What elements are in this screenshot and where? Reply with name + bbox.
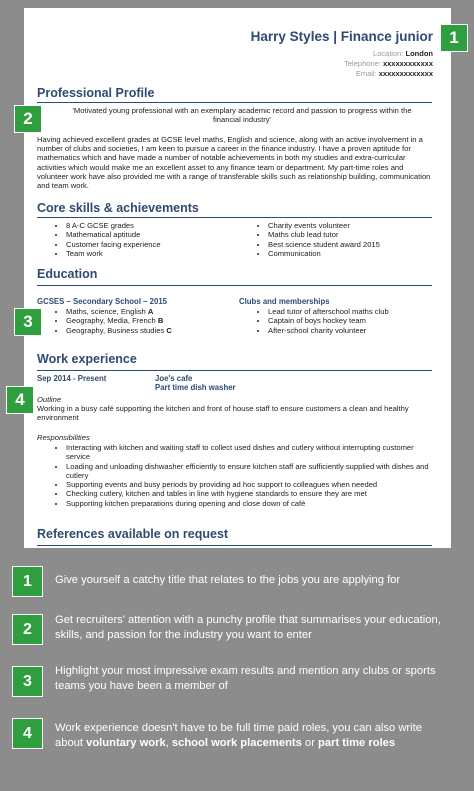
contact-location: Location: London <box>372 49 433 58</box>
contact-telephone: Telephone: xxxxxxxxxxxx <box>344 59 433 68</box>
skill-item: • Maths club lead tutor <box>268 230 380 239</box>
grade-item <box>66 316 172 325</box>
responsibility-item: • Checking cutlery, kitchen and tables in line with hygiene standards to ensure they are met <box>66 489 436 498</box>
club-item: • Captain of boys hockey team <box>268 316 389 325</box>
grades-list <box>52 307 172 335</box>
grade-subject: Geography, Media, French <box>66 316 158 326</box>
work-dates: Sep 2014 - Present <box>37 374 107 383</box>
school-heading: GCSES – Secondary School – 2015 <box>37 297 168 306</box>
skill-item: • Best science student award 2015 <box>268 240 380 249</box>
grade-item <box>66 307 172 316</box>
responsibilities-list <box>52 443 436 508</box>
badge-1: 1 <box>440 24 468 52</box>
grade-subject: Geography, Business studies <box>66 325 167 335</box>
profile-heading: Professional Profile <box>37 86 155 100</box>
skills-list-right <box>254 221 380 258</box>
grade-letter: B <box>157 316 164 326</box>
divider <box>37 285 432 286</box>
work-outline: Working in a busy café supporting the kitchen and front of house staff to ensure customers a clean and healthy environment <box>37 404 409 423</box>
responsibility-item: • Loading and unloading dishwasher efficiently to ensure kitchen staff are sufficiently supplied with dishes and cutlery <box>66 462 436 481</box>
divider <box>37 370 432 371</box>
outline-label: Outline <box>37 395 62 404</box>
skill-item: • 8 A-C GCSE grades <box>66 221 161 230</box>
badge-4: 4 <box>6 386 34 414</box>
tip-2-text: Get recruiters' attention with a punchy profile that summarises your education, skills, and passion for the industry you want to enter <box>55 614 441 641</box>
badge-3: 3 <box>14 308 42 336</box>
cv-page <box>24 8 451 548</box>
tip-1-text: Give yourself a catchy title that relates to the jobs you are applying for <box>55 574 401 586</box>
badge-2: 2 <box>14 105 42 133</box>
responsibility-item: • Supporting events and busy periods by providing ad hoc support to colleagues when needed <box>66 480 436 489</box>
skills-heading: Core skills & achievements <box>37 201 199 215</box>
skill-item: • Team work <box>66 249 161 258</box>
education-heading: Education <box>37 267 98 281</box>
work-employer: Joe's cafe <box>155 374 193 383</box>
work-heading: Work experience <box>37 352 137 366</box>
skills-list-left <box>52 221 161 258</box>
tip-4-badge: 4 <box>12 718 43 749</box>
references-heading: References available on request <box>37 527 229 541</box>
divider <box>37 102 432 103</box>
responsibility-item: • Supporting kitchen preparations during opening and close down of café <box>66 499 436 508</box>
tip-2-badge: 2 <box>12 614 43 645</box>
tip-3-text: Highlight your most impressive exam results and mention any clubs or sports teams you have been a member of <box>55 665 436 692</box>
profile-quote: 'Motivated young professional with an exemplary academic record and passion to progress within the financial industry' <box>72 106 412 125</box>
tip-1-badge: 1 <box>12 566 43 597</box>
profile-body: Having achieved excellent grades at GCSE level maths, English and science, along with an active involvement in a number of clubs and societies, I am keen to pursue a career in the finance industry. I have a proven aptitude for mathematics which and have made a number of notable achievements in both my studies and extra-curricular activities which would make me an excellent asset to any finance team or department. My part-time roles and volunteer work have also provided me with a range of transferable skills such as relationship building, communication and team work. <box>37 135 431 191</box>
grade-item <box>66 326 172 335</box>
divider <box>37 545 432 546</box>
clubs-list <box>254 307 389 335</box>
responsibilities-label: Responsibilities <box>37 433 90 442</box>
tip-4-text: Work experience doesn't have to be full time paid roles, you can also write about voluntary work, school work placements or part time roles <box>55 722 422 749</box>
cv-name-title: Harry Styles | Finance junior <box>250 29 433 44</box>
divider <box>37 217 432 218</box>
skill-item: • Communication <box>268 249 380 258</box>
skill-item: • Charity events volunteer <box>268 221 380 230</box>
club-item: • Lead tutor of afterschool maths club <box>268 307 389 316</box>
work-role: Part time dish washer <box>155 383 236 392</box>
club-item: • After-school charity volunteer <box>268 326 389 335</box>
clubs-heading: Clubs and memberships <box>239 297 330 306</box>
contact-email: Email: xxxxxxxxxxxxx <box>355 69 433 78</box>
grade-letter: A <box>147 307 154 316</box>
grade-subject: Maths, science, English <box>66 307 148 316</box>
tip-3-badge: 3 <box>12 666 43 697</box>
responsibility-item: • Interacting with kitchen and waiting staff to collect used dishes and cutlery without interrupting customer service <box>66 443 436 462</box>
skill-item: • Mathematical aptitude <box>66 230 161 239</box>
skill-item: • Customer facing experience <box>66 240 161 249</box>
grade-letter: C <box>166 325 172 335</box>
